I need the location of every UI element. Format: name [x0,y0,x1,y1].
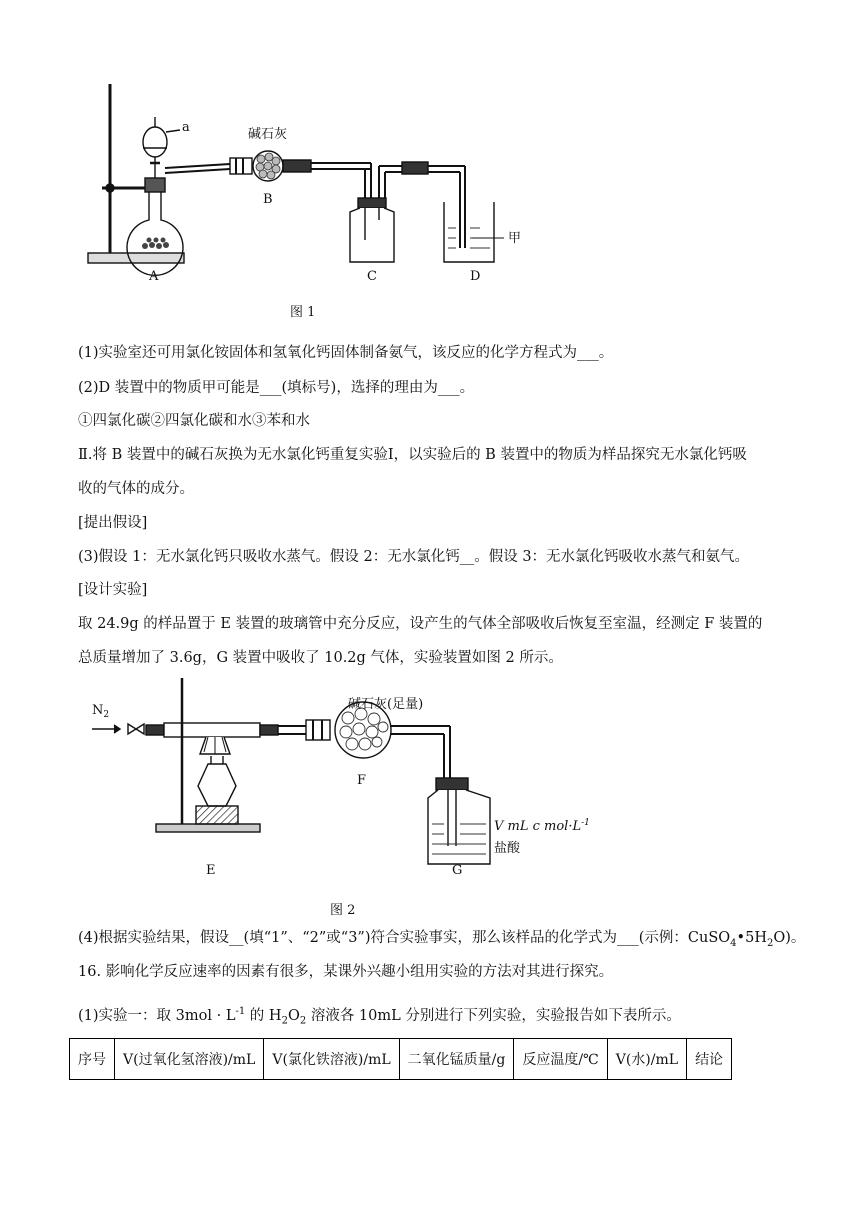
bottle-c [350,208,394,262]
experiment-table [69,1038,732,1080]
flask-solid [142,238,169,250]
design-heading: [设计实验] [78,582,148,598]
figure-1-caption: 图 1 [290,305,316,320]
label-acid-concentration: V mL c $mol\cdot L^{-1}$ [494,818,590,834]
stand-base [88,253,184,263]
figure-2-caption: 图 2 [330,903,356,918]
table-header-row [70,1039,732,1080]
heating-block [196,806,238,824]
label-d: D [470,269,481,284]
label-g: G [452,863,463,878]
label-f: F [357,773,367,788]
design-line-2: 总质量增加了 3.6g，G 装置中吸收了 10.2g 气体，实验装置如图 2 所示。 [78,650,563,666]
header-temperature: 反应温度/℃ [514,1039,607,1080]
header-conclusion: 结论 [687,1039,732,1080]
question-4: (4)根据实验结果，假设__(填“1”、“2”或“3”)符合实验事实，那么该样品的化学式为___(示例：$CuSO_4•5H_2O$)。 [78,930,806,949]
header-h2o2-volume: V(过氧化氢溶液)/mL [115,1039,264,1080]
header-index: 序号 [70,1039,115,1080]
header-mno2-mass: 二氧化锰质量/g [399,1039,514,1080]
options-line: ①四氯化碳②四氯化碳和水③苯和水 [78,413,310,429]
label-jia: 甲 [508,231,522,246]
bottle-g [428,790,490,864]
question-2: (2)D 装置中的物质甲可能是___(填标号)，选择的理由为___。 [78,380,475,396]
question-16: 16. 影响化学反应速率的因素有很多，某课外兴趣小组用实验的方法对其进行探究。 [78,964,614,980]
label-n2: $N_2$ [92,703,110,720]
figure-2-apparatus [80,674,620,924]
question-3: (3)假设 1：无水氯化钙只吸收水蒸气。假设 2：无水氯化钙__。假设 3：无水氯化钙吸收水蒸气和氨气。 [78,549,750,565]
hypothesis-heading: [提出假设] [78,515,148,531]
separatory-funnel [143,127,167,157]
part-2-line-2: 收的气体的成分。 [78,481,194,497]
header-water-volume: V(水)/mL [607,1039,686,1080]
label-soda-lime: 碱石灰 [248,127,288,142]
label-c: C [367,269,377,284]
label-e: E [206,863,216,878]
label-a: a [182,120,190,135]
label-a-stand: A [149,269,159,284]
part-2-line-1: Ⅱ.将 B 装置中的碱石灰换为无水氯化钙重复实验Ⅰ，以实验后的 B 装置中的物质为样品探究无水氯化钙吸 [78,447,747,463]
question-1: (1)实验室还可用氯化铵固体和氢氧化钙固体制备氨气，该反应的化学方程式为___。 [78,345,614,361]
beaker-d [444,202,494,262]
glass-tube-e [164,723,260,737]
valve [128,724,144,734]
figure-1-apparatus [80,70,540,330]
experiment-1-intro: (1)实验一：取 $3mol \cdot L^{-1}$ 的 $H_2O_2$ 溶液各 10mL 分别进行下列实验，实验报告如下表所示。 [78,1006,681,1027]
design-line-1: 取 24.9g 的样品置于 E 装置的玻璃管中充分反应，设产生的气体全部吸收后恢复至室温，经测定 F 装置的 [78,616,763,632]
label-soda-lime-excess: 碱石灰(足量) [348,697,424,712]
alcohol-lamp [198,764,236,806]
label-b: B [263,192,273,207]
header-fecl3-volume: V(氯化铁溶液)/mL [264,1039,399,1080]
label-hydrochloric-acid: 盐酸 [494,841,521,856]
